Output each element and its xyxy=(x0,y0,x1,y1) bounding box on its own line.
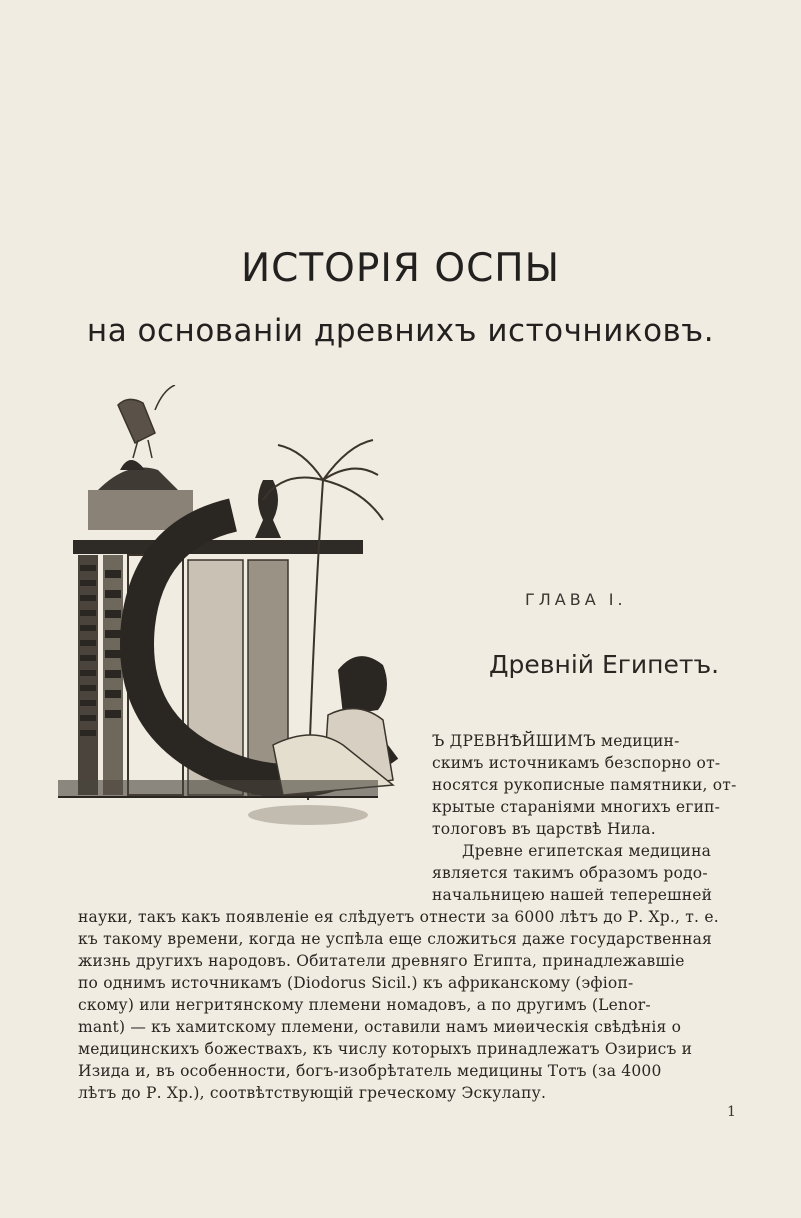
body-text-line: лѣтъ до Р. Хр.), соотвѣтствующій греческому Эскулапу. xyxy=(78,1084,547,1102)
body-text-line: скому) или негритянскому племени номадовъ, а по другимъ (Lenor- xyxy=(78,996,651,1014)
side-text-line: Ъ ДРЕВНѢЙШИМЪ медицин- xyxy=(432,732,680,750)
page-number: 1 xyxy=(727,1104,736,1120)
body-text-line: жизнь другихъ народовъ. Обитатели древняго Египта, принадлежавшіе xyxy=(78,952,685,970)
chapter-label: ГЛАВА I. xyxy=(525,590,627,609)
body-text-line: Изида и, въ особенности, богъ-изобрѣтатель медицины Тотъ (за 4000 xyxy=(78,1062,662,1080)
side-text-line: скимъ источникамъ безспорно от- xyxy=(432,754,721,772)
side-text-line: Древне египетская медицина xyxy=(462,842,712,860)
side-text-line: носятся рукописные памятники, от- xyxy=(432,776,737,794)
body-text-line: къ такому времени, когда не успѣла еще сложиться даже государственная xyxy=(78,930,713,948)
page-subtitle: на основаніи древнихъ источниковъ. xyxy=(86,313,715,349)
body-text-line: mant) — къ хамитскому племени, оставили намъ миѳическія свѣдѣнія о xyxy=(78,1018,682,1036)
body-text-line: по однимъ источникамъ (Diodorus Sicil.) къ африканскому (эфіоп- xyxy=(78,974,634,992)
egyptian-scribe-illustration xyxy=(58,385,428,890)
side-text-line: начальницею нашей теперешней xyxy=(432,886,713,904)
body-text-line: медицинскихъ божествахъ, къ числу которыхъ принадлежатъ Озирисъ и xyxy=(78,1040,693,1058)
side-text-line: является такимъ образомъ родо- xyxy=(432,864,708,882)
side-text-line: тологовъ въ царствѣ Нила. xyxy=(432,820,656,838)
page-title: ИСТОРІЯ ОСПЫ xyxy=(240,246,561,291)
chapter-title: Древній Египетъ. xyxy=(489,650,720,679)
side-text-line: крытые стараніями многихъ егип- xyxy=(432,798,721,816)
body-text-line: науки, такъ какъ появленіе ея слѣдуетъ отнести за 6000 лѣтъ до Р. Хр., т. е. xyxy=(78,908,719,926)
